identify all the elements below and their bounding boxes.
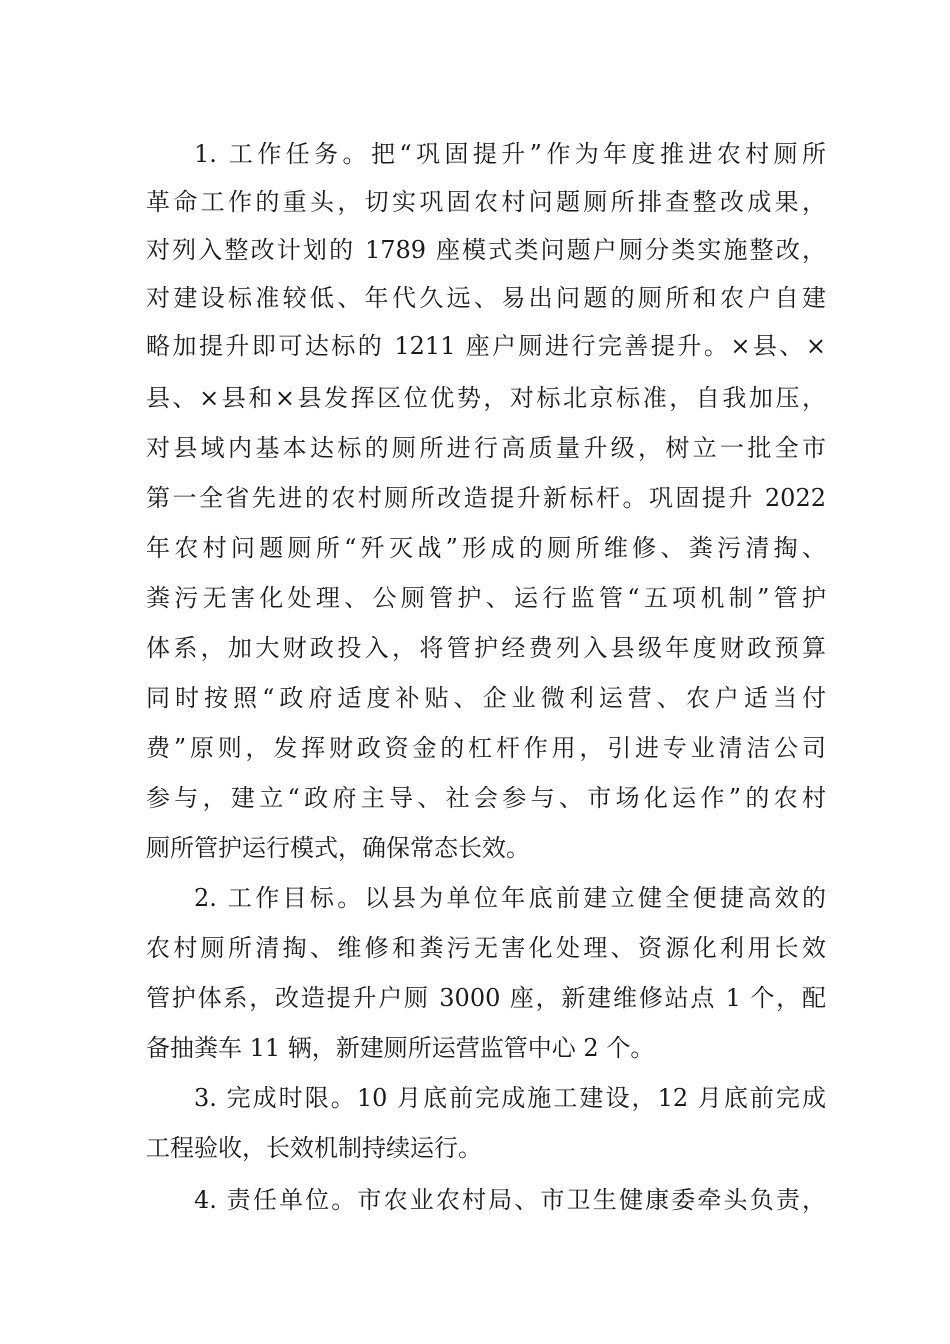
paragraph-task-line: 第一全省先进的农村厕所改造提升新标杆。巩固提升 2022 [146, 484, 826, 512]
paragraph-goal-line: 备抽粪车 11 辆，新建厕所运营监管中心 2 个。 [146, 1034, 655, 1062]
paragraph-task-line: 同时按照“政府适度补贴、企业微利运营、农户适当付 [146, 684, 826, 712]
paragraph-deadline-line: 工程验收，长效机制持续运行。 [146, 1134, 482, 1162]
paragraph-task-line: 年农村问题厕所“歼灭战”形成的厕所维修、粪污清掏、 [146, 534, 826, 562]
paragraph-goal-line: 2. 工作目标。以县为单位年底前建立健全便捷高效的 [194, 884, 826, 912]
paragraph-task-line: 参与，建立“政府主导、社会参与、市场化运作”的农村 [146, 784, 826, 812]
paragraph-task-line: 县、×县和×县发挥区位优势，对标北京标准，自我加压， [146, 384, 826, 412]
paragraph-task-line: 费”原则，发挥财政资金的杠杆作用，引进专业清洁公司 [146, 734, 826, 762]
paragraph-responsible-line: 4. 责任单位。市农业农村局、市卫生健康委牵头负责， [194, 1186, 826, 1214]
paragraph-goal-line: 农村厕所清掏、维修和粪污无害化处理、资源化利用长效 [146, 934, 826, 962]
paragraph-task-line: 1. 工作任务。把“巩固提升”作为年度推进农村厕所 [194, 140, 826, 168]
paragraph-task-line: 粪污无害化处理、公厕管护、运行监管“五项机制”管护 [146, 584, 826, 612]
paragraph-task-line: 对县域内基本达标的厕所进行高质量升级，树立一批全市 [146, 434, 826, 462]
paragraph-task-line: 对建设标准较低、年代久远、易出问题的厕所和农户自建 [146, 284, 826, 312]
paragraph-task-line: 略加提升即可达标的 1211 座户厕进行完善提升。×县、× [146, 332, 826, 360]
paragraph-task-line: 革命工作的重头，切实巩固农村问题厕所排查整改成果， [146, 188, 826, 216]
paragraph-goal-line: 管护体系，改造提升户厕 3000 座，新建维修站点 1 个，配 [146, 984, 826, 1012]
paragraph-task-line: 厕所管护运行模式，确保常态长效。 [146, 834, 530, 862]
paragraph-task-line: 对列入整改计划的 1789 座模式类问题户厕分类实施整改， [146, 236, 826, 264]
paragraph-task-line: 体系，加大财政投入，将管护经费列入县级年度财政预算 [146, 634, 826, 662]
paragraph-deadline-line: 3. 完成时限。10 月底前完成施工建设，12 月底前完成 [194, 1084, 826, 1112]
